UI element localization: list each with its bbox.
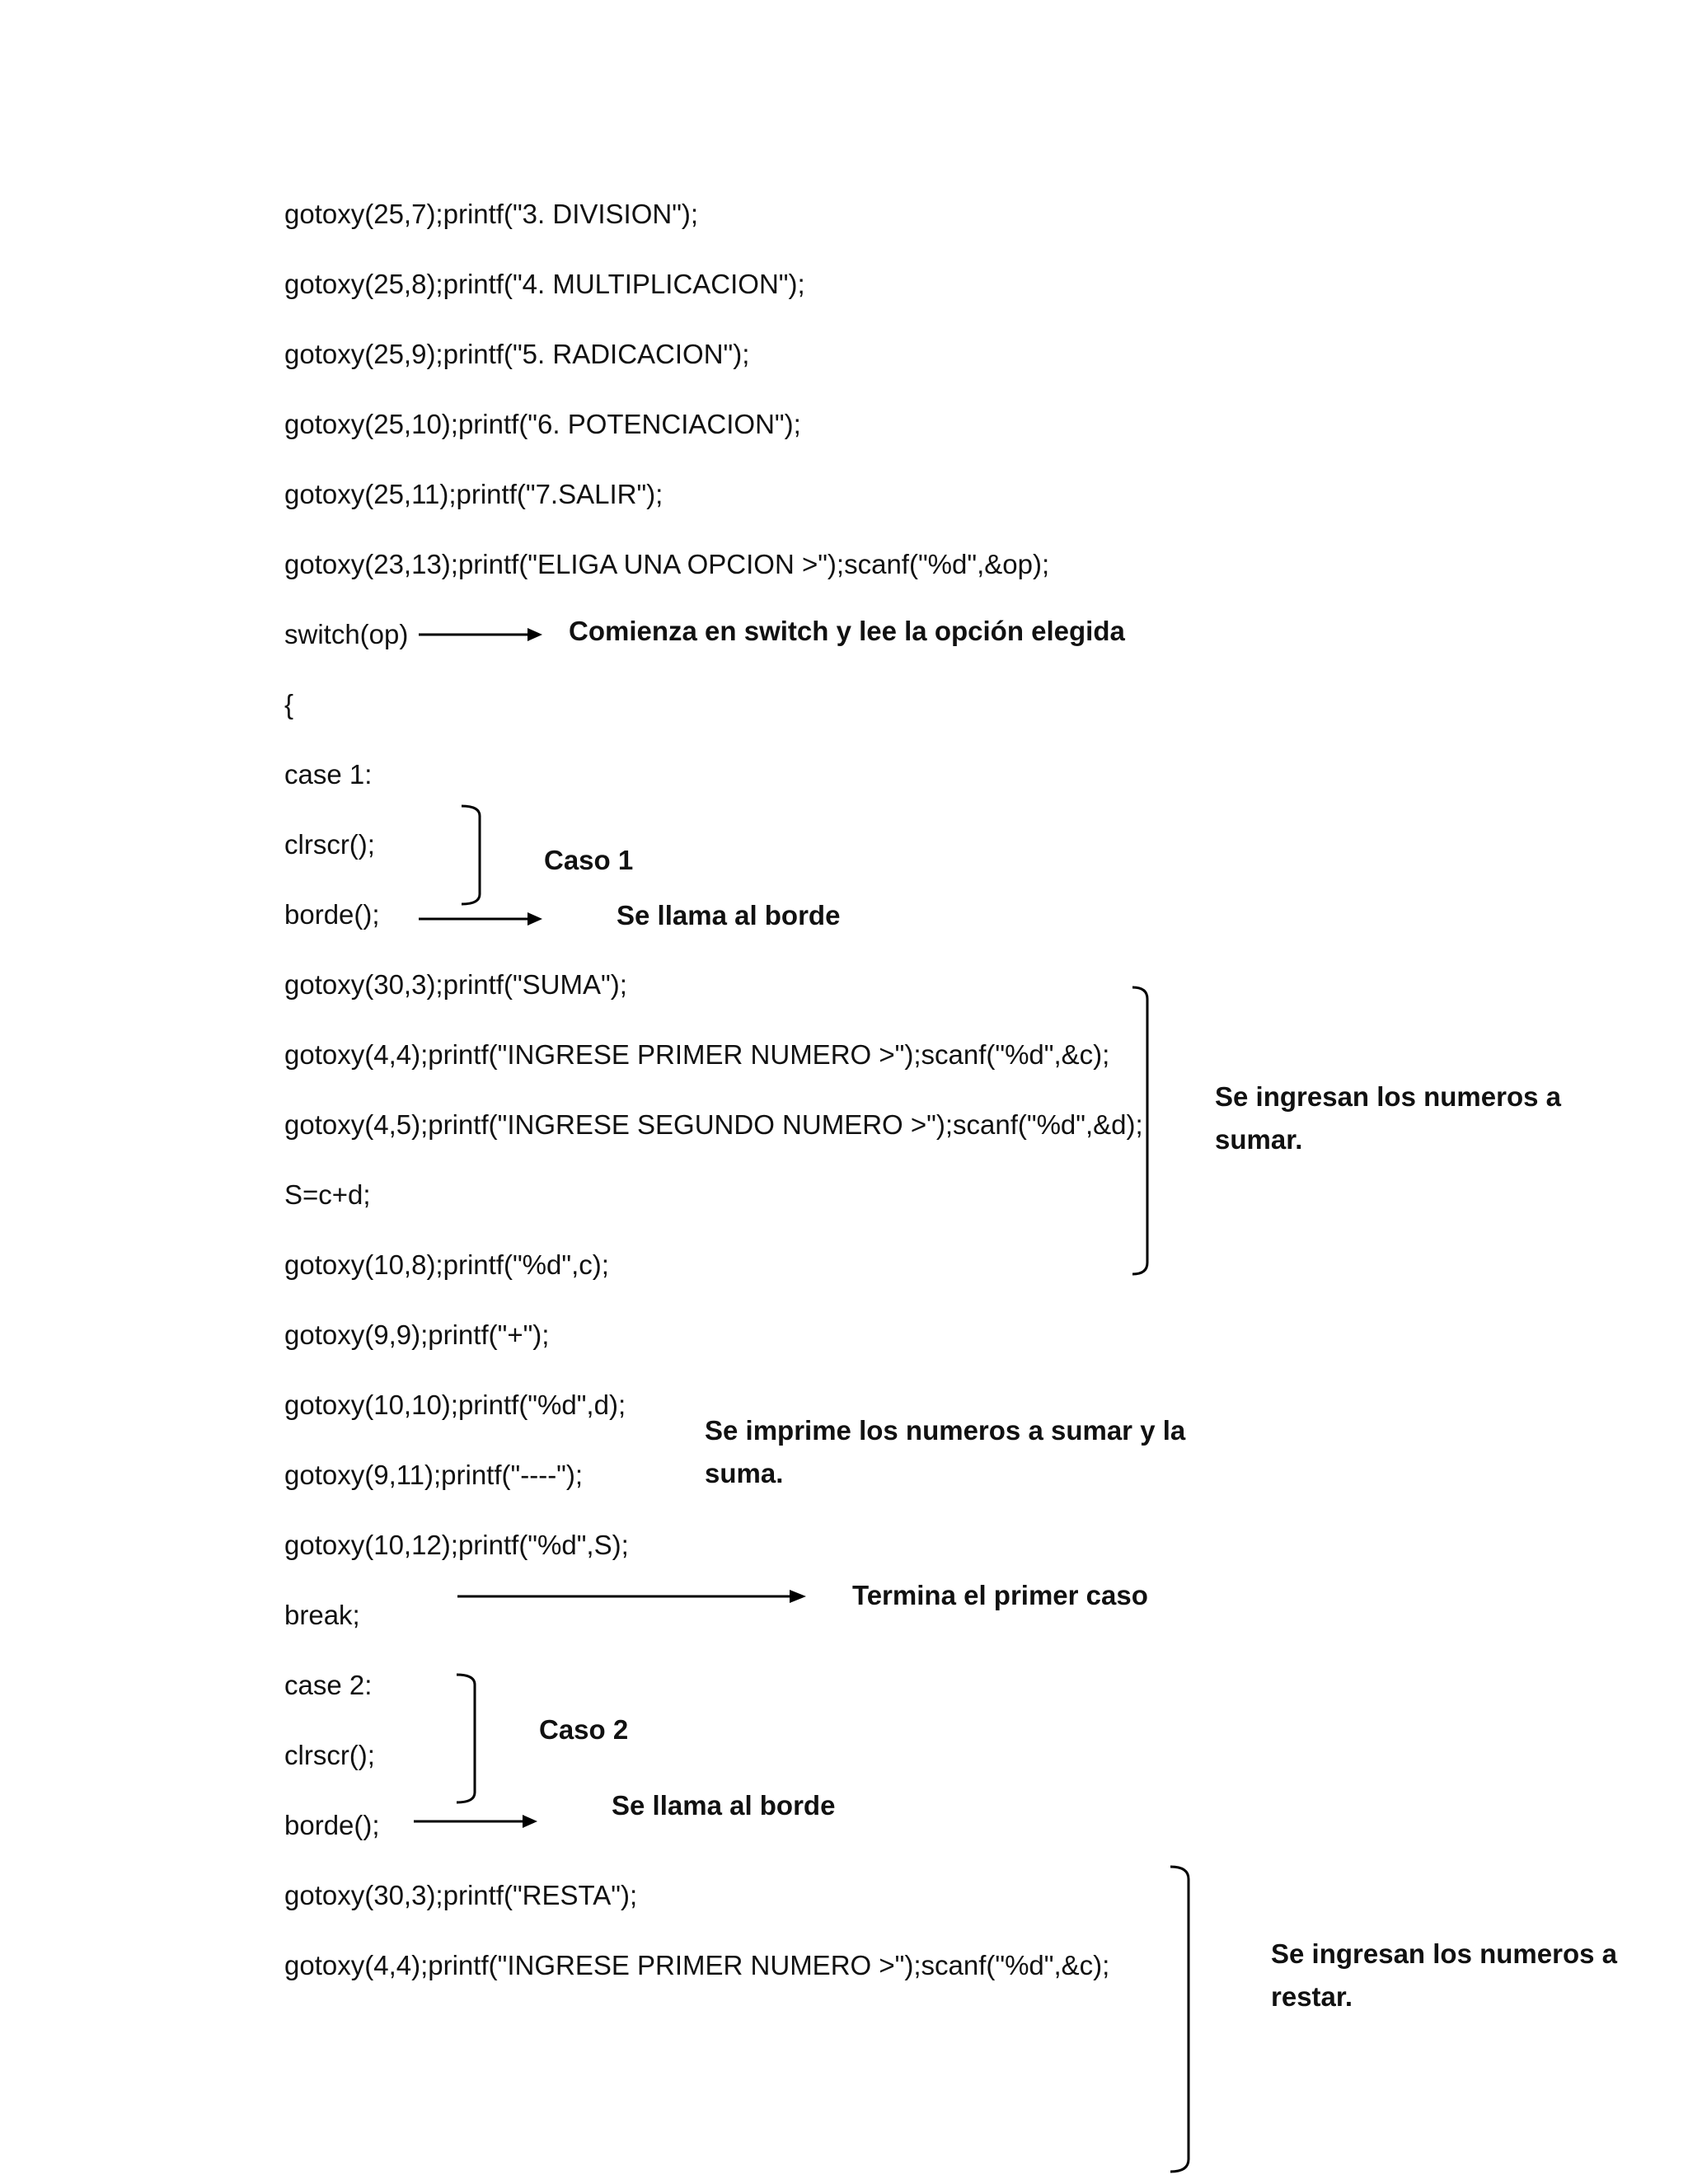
code-line: gotoxy(25,11);printf("7.SALIR"); [284,479,663,509]
code-line: gotoxy(25,9);printf("5. RADICACION"); [284,339,750,369]
switch-arrow-icon [419,628,542,641]
case2-bracket [457,1675,475,1802]
code-line: S=c+d; [284,1179,371,1210]
code-line: borde(); [284,899,380,930]
code-line: switch(op) [284,619,409,649]
switch-note: Comienza en switch y lee la opción elegida [569,616,1125,646]
input-sub-note: Se ingresan los numeros a restar. [1271,1938,1617,2012]
print-sum-note: Se imprime los numeros a sumar y la suma. [705,1415,1186,1488]
border2-arrow-icon [414,1815,537,1828]
code-line: gotoxy(9,9);printf("+"); [284,1319,550,1350]
code-line: clrscr(); [284,1740,375,1770]
code-line: gotoxy(4,4);printf("INGRESE PRIMER NUMERO >");scanf("%d",&c); [284,1950,1110,1980]
input-sum-note: Se ingresan los numeros a sumar. [1215,1081,1561,1155]
code-line: gotoxy(4,5);printf("INGRESE SEGUNDO NUMERO >");scanf("%d",&d); [284,1109,1143,1140]
code-line: gotoxy(10,12);printf("%d",S); [284,1530,629,1560]
code-line: gotoxy(30,3);printf("SUMA"); [284,969,627,1000]
sub-input-bracket [1170,1867,1189,2172]
case1-bracket [462,806,480,904]
code-line: gotoxy(25,7);printf("3. DIVISION"); [284,199,699,229]
code-line: clrscr(); [284,829,375,860]
code-line: gotoxy(9,11);printf("----"); [284,1460,584,1490]
case2-label: Caso 2 [539,1714,629,1745]
code-line: case 1: [284,759,373,790]
end-case1-note: Termina el primer caso [852,1580,1148,1610]
sum-input-bracket [1132,987,1147,1274]
border1-note: Se llama al borde [617,900,841,930]
code-line: gotoxy(30,3);printf("RESTA"); [284,1880,638,1910]
code-line: gotoxy(10,10);printf("%d",d); [284,1390,626,1420]
code-line: gotoxy(25,8);printf("4. MULTIPLICACION"); [284,269,805,299]
code-line: gotoxy(10,8);printf("%d",c); [284,1249,609,1280]
code-line: { [284,689,294,719]
border1-arrow-icon [419,912,542,926]
code-line: case 2: [284,1670,373,1700]
code-line: borde(); [284,1810,380,1840]
end-case1-arrow-icon [457,1590,806,1603]
case1-label: Caso 1 [544,845,634,875]
code-line: gotoxy(4,4);printf("INGRESE PRIMER NUMERO >");scanf("%d",&c); [284,1039,1110,1070]
code-line: gotoxy(23,13);printf("ELIGA UNA OPCION >");scanf("%d",&op); [284,549,1050,579]
border2-note: Se llama al borde [612,1790,836,1821]
code-line: break; [284,1600,360,1630]
code-line: gotoxy(25,10);printf("6. POTENCIACION"); [284,409,801,439]
